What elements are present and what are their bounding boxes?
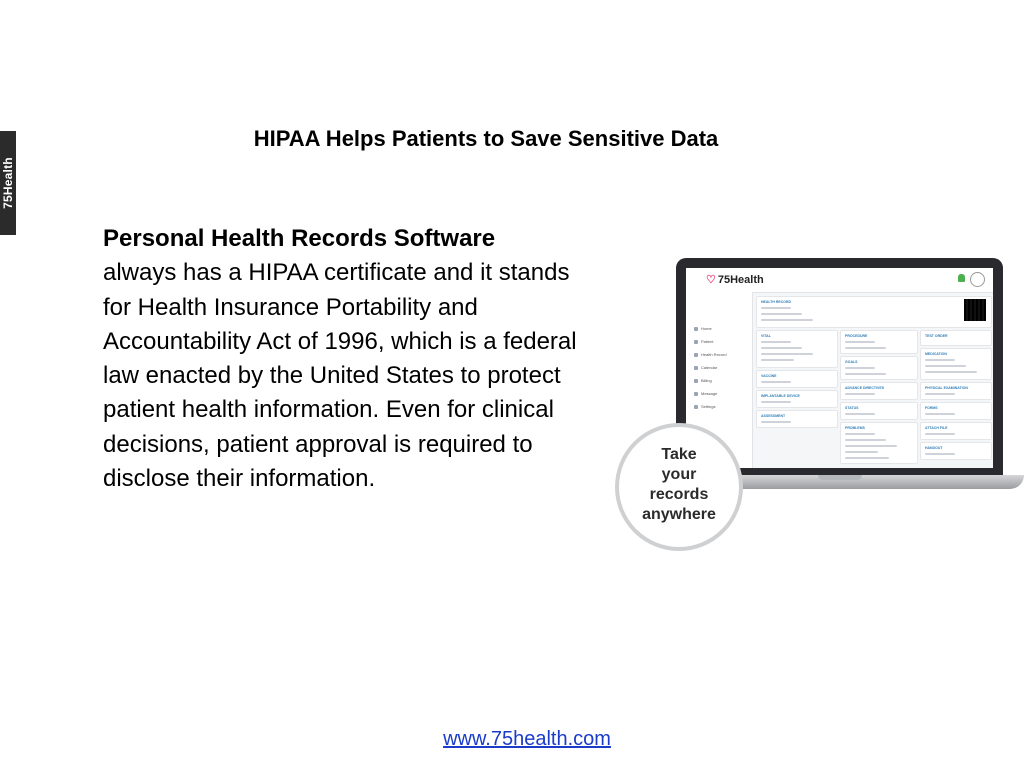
app-card: VITAL (756, 330, 838, 368)
badge-line-3: records (649, 486, 709, 503)
app-card: VACCINE (756, 370, 838, 388)
app-nav-item: Settings (694, 404, 715, 409)
app-nav-item: Health Record (694, 352, 727, 357)
app-card: FORMS (920, 402, 992, 420)
app-nav-item: Message (694, 391, 717, 396)
app-card: ATTACH FILE (920, 422, 992, 440)
side-brand-text: 75Health (1, 157, 15, 209)
badge-line-4: anywhere (642, 506, 716, 523)
app-nav-item: Calendar (694, 365, 717, 370)
app-nav-item: Home (694, 326, 712, 331)
bell-icon (958, 274, 965, 282)
app-card: PHYSICAL EXAMINATION (920, 382, 992, 400)
body-heading: Personal Health Records Software (103, 225, 496, 252)
app-card: PROCEDURE (840, 330, 918, 354)
app-logo: ♡ 75Health (706, 274, 764, 286)
app-card: HANDOUT (920, 442, 992, 460)
qr-code-icon (964, 299, 986, 321)
body-text: always has a HIPAA certificate and it stands for Health Insurance Portability and Accountability Act of 1996, which is a federal law enacted by the United States to protect patient health information. Even for clinical decisions, patient approval is required to disclose their information. (103, 259, 577, 493)
badge-line-1: Take (661, 446, 697, 463)
app-header (686, 268, 993, 293)
app-card: STATUS (840, 402, 918, 420)
avatar (970, 272, 985, 287)
app-card: PROBLEMS (840, 422, 918, 464)
app-card: ASSESSMENT (756, 410, 838, 428)
app-card: MEDICATION (920, 348, 992, 380)
app-nav-item: Patient (694, 339, 713, 344)
app-card: ADVANCE DIRECTIVES (840, 382, 918, 400)
body-paragraph (103, 222, 593, 496)
take-records-badge (615, 423, 743, 551)
heart-icon: ♡ (706, 274, 716, 286)
app-card: TEST ORDER (920, 330, 992, 346)
app-card: GOALS (840, 356, 918, 380)
page-title: HIPAA Helps Patients to Save Sensitive Data (253, 126, 719, 151)
app-card: IMPLANTABLE DEVICE (756, 390, 838, 408)
app-dashboard (756, 296, 990, 466)
badge-line-2: your (661, 466, 697, 483)
app-nav-item: Billing (694, 378, 712, 383)
laptop-notch (818, 475, 862, 480)
website-link[interactable]: www.75health.com (443, 728, 611, 750)
app-screenshot (686, 268, 993, 468)
app-card: HEALTH RECORD (756, 296, 992, 328)
